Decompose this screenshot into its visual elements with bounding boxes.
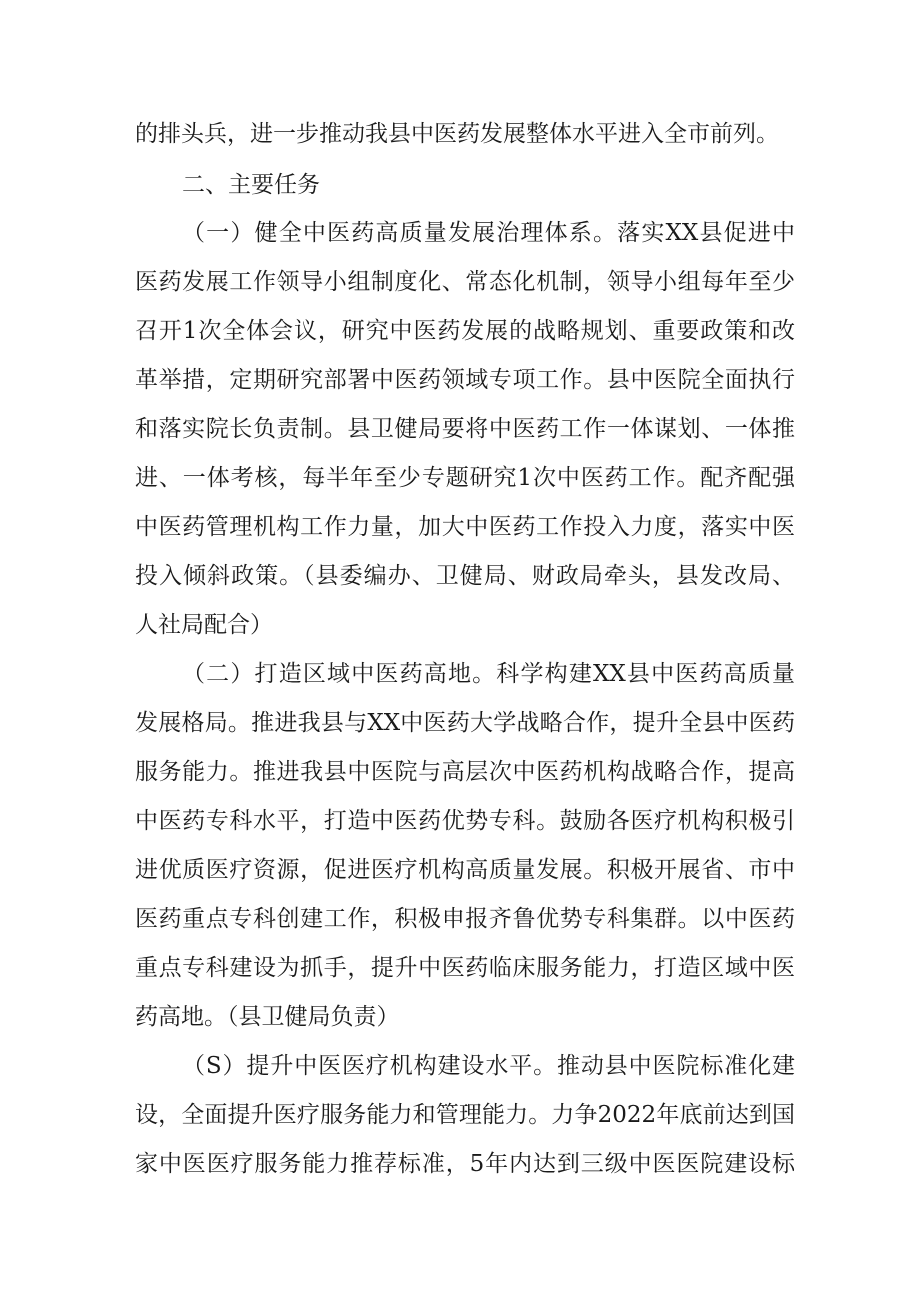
text-line: 中医药管理机构工作力量，加大中医药工作投入力度，落实中医 bbox=[135, 514, 795, 540]
text-line: 医药发展工作领导小组制度化、常态化机制，领导小组每年至少 bbox=[135, 269, 795, 295]
text-line: 医药重点专科创建工作，积极申报齐鲁优势专科集群。以中医药 bbox=[135, 906, 795, 932]
text-line: 服务能力。推进我县中医院与高层次中医药机构战略合作，提高 bbox=[135, 759, 795, 785]
text-line: 进优质医疗资源，促进医疗机构高质量发展。积极开展省、市中 bbox=[135, 857, 795, 883]
text-line: 和落实院长负责制。县卫健局要将中医药工作一体谋划、一体推 bbox=[135, 416, 795, 442]
text-line: 投入倾斜政策。（县委编办、卫健局、财政局牵头，县发改局、 bbox=[135, 563, 795, 589]
text-line: 重点专科建设为抓手，提升中医药临床服务能力，打造区域中医 bbox=[135, 955, 795, 981]
text-line: 的排头兵，进一步推动我县中医药发展整体水平进入全市前列。 bbox=[135, 121, 779, 147]
text-line: 中医药专科水平，打造中医药优势专科。鼓励各医疗机构积极引 bbox=[135, 808, 795, 834]
text-line: 家中医医疗服务能力推荐标准，5年内达到三级中医医院建设标 bbox=[135, 1151, 795, 1177]
text-line: 药高地。（县卫健局负责） bbox=[135, 1004, 400, 1030]
text-line: 召开1次全体会议，研究中医药发展的战略规划、重要政策和改 bbox=[135, 318, 795, 344]
text-line: （S）提升中医医疗机构建设水平。推动县中医院标准化建 bbox=[182, 1053, 795, 1079]
section-heading: 二、主要任务 bbox=[182, 172, 320, 198]
text-line: 革举措，定期研究部署中医药领域专项工作。县中医院全面执行 bbox=[135, 367, 795, 393]
text-line: （二）打造区域中医药高地。科学构建XX县中医药高质量 bbox=[182, 661, 795, 687]
text-line: 设，全面提升医疗服务能力和管理能力。力争2022年底前达到国 bbox=[135, 1102, 795, 1128]
text-line: （一）健全中医药高质量发展治理体系。落实XX县促进中 bbox=[182, 220, 795, 246]
text-line: 人社局配合） bbox=[135, 612, 273, 638]
text-line: 进、一体考核，每半年至少专题研究1次中医药工作。配齐配强 bbox=[135, 465, 795, 491]
text-line: 发展格局。推进我县与XX中医药大学战略合作，提升全县中医药 bbox=[135, 710, 795, 736]
